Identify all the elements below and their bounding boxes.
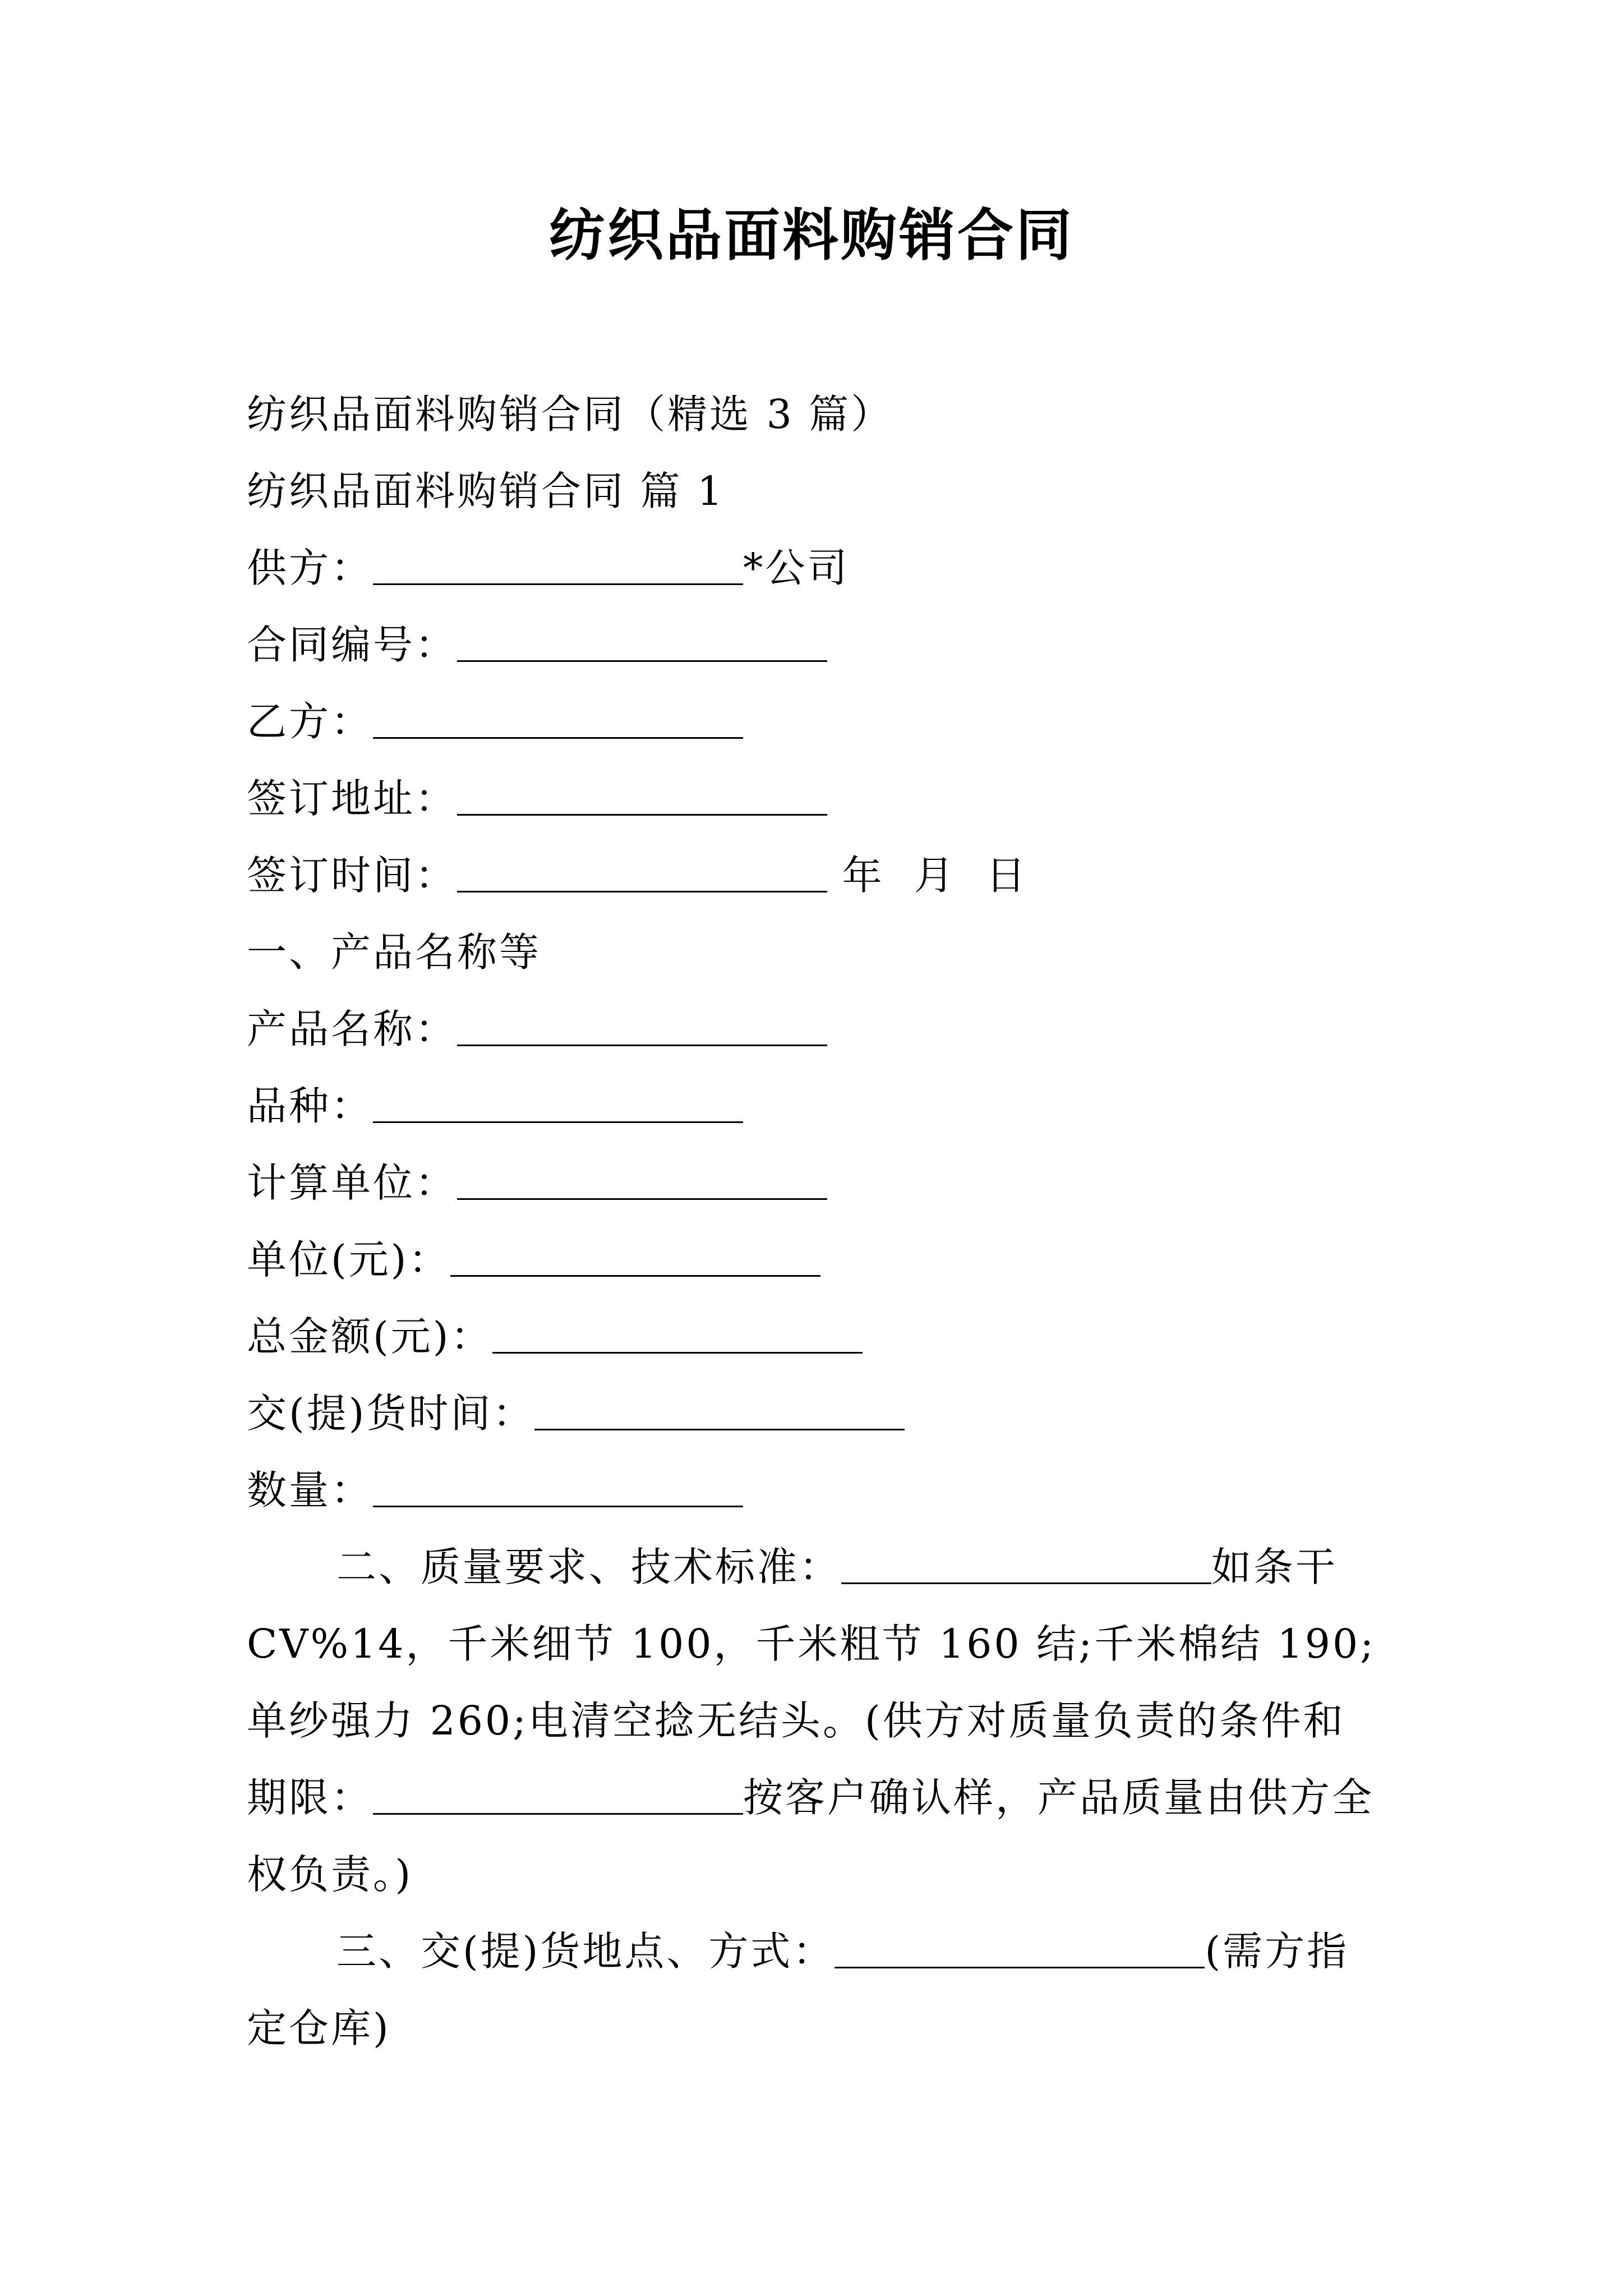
section2-blank — [841, 1549, 1211, 1584]
sign-address-label: 签订地址： — [247, 775, 458, 822]
document-subtitle: 纺织品面料购销合同（精选 3 篇） — [247, 391, 893, 438]
variety-row — [247, 1068, 1382, 1144]
product-name-row — [247, 991, 1382, 1068]
section3-prefix: 三、交(提)货地点、方式： — [336, 1928, 835, 1975]
supplier-label: 供方： — [247, 545, 374, 591]
delivery-time-blank — [534, 1395, 905, 1430]
delivery-time-label: 交(提)货时间： — [247, 1390, 535, 1437]
party-b-label: 乙方： — [247, 698, 374, 745]
sign-time-row — [247, 837, 1382, 914]
delivery-time-row — [247, 1375, 1382, 1452]
variety-label: 品种： — [247, 1083, 374, 1129]
section1-heading: 一、产品名称等 — [247, 929, 542, 976]
section2-text-1: 如条干 CV%14，千米细节 100，千米粗节 160 结;千米棉结 190;单纱强力 260;电清空捻无结头。(供方对质量负责的条件和期限： — [247, 1544, 1376, 1821]
sign-time-blank — [457, 857, 827, 892]
party-b-row — [247, 683, 1382, 760]
sign-address-row — [247, 760, 1382, 837]
quantity-blank — [373, 1472, 743, 1507]
quantity-label: 数量： — [247, 1467, 374, 1513]
contract-no-blank — [457, 627, 827, 662]
unit-price-blank — [450, 1241, 820, 1277]
product-name-label: 产品名称： — [247, 1006, 458, 1052]
section2-prefix: 二、质量要求、技术标准： — [336, 1544, 842, 1590]
section2-blank-2 — [373, 1779, 743, 1815]
section2-paragraph — [247, 1529, 1382, 1913]
sign-time-label: 签订时间： — [247, 852, 458, 899]
sign-address-blank — [457, 780, 827, 816]
section3-text: (需方指定仓库) — [247, 1928, 1349, 2051]
unit-label: 计算单位： — [247, 1159, 458, 1206]
unit-row — [247, 1144, 1382, 1221]
product-name-blank — [457, 1011, 827, 1046]
document-body-paragraphs — [247, 1529, 1382, 2067]
document-body — [247, 376, 1382, 1529]
document-title: 纺织品面料购销合同 — [549, 203, 1074, 268]
total-blank — [492, 1318, 863, 1354]
unit-price-label: 单位(元)： — [247, 1236, 451, 1283]
supplier-suffix: *公司 — [743, 545, 850, 591]
quantity-row — [247, 1452, 1382, 1529]
unit-blank — [457, 1165, 827, 1200]
sign-time-suffix: 年 月 日 — [827, 852, 1028, 899]
contract-no-row — [247, 606, 1382, 683]
section3-blank — [834, 1933, 1205, 1968]
total-label: 总金额(元)： — [247, 1313, 493, 1360]
supplier-blank — [373, 550, 743, 585]
contract-no-label: 合同编号： — [247, 622, 458, 668]
total-row — [247, 1298, 1382, 1375]
party-b-blank — [373, 703, 743, 739]
section2-text-2: 按客户确认样，产品质量由供方全权负责。) — [247, 1774, 1375, 1898]
variety-blank — [373, 1088, 743, 1123]
section3-paragraph — [247, 1913, 1382, 2067]
section-heading: 纺织品面料购销合同 篇 1 — [247, 468, 725, 514]
unit-price-row — [247, 1221, 1382, 1298]
supplier-row — [247, 530, 1382, 606]
